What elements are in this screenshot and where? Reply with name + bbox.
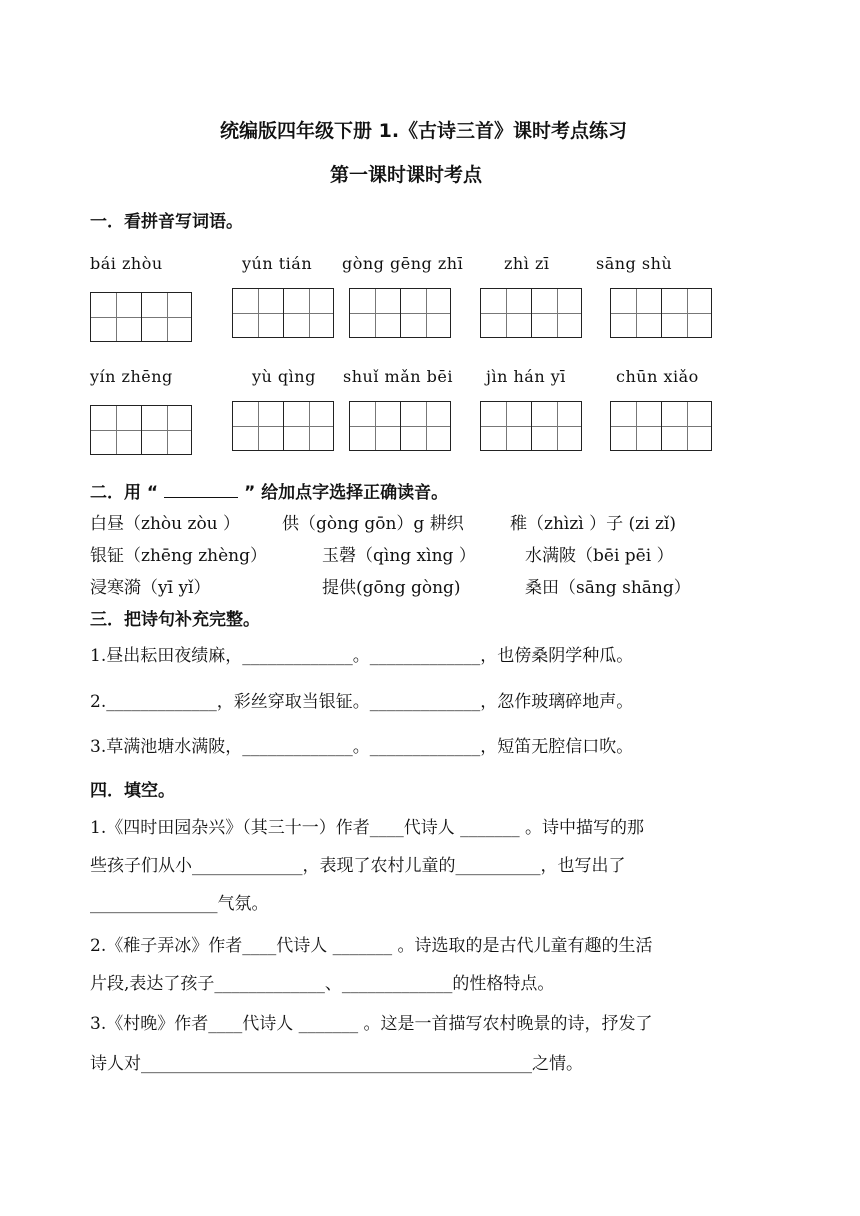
reading-item: 水满陂（bēi pēi ） — [525, 546, 674, 566]
section2-heading-post: ” 给加点字选择正确读音。 — [244, 483, 449, 503]
page-subtitle: 第一课时课时考点 — [330, 164, 483, 186]
writing-grid[interactable] — [90, 405, 192, 455]
reading-item: 提供(gōng gòng) — [322, 578, 461, 598]
page-title: 统编版四年级下册 1.《古诗三首》课时考点练习 — [220, 120, 628, 142]
fill-line[interactable]: 1.《四时田园杂兴》（其三十一）作者____代诗人 _______ 。诗中描写的那 — [90, 818, 645, 838]
fill-line[interactable]: 诗人对______________________________________________之情。 — [90, 1054, 583, 1074]
fill-line[interactable]: _______________气氛。 — [90, 894, 269, 914]
section1-heading: 一．看拼音写词语。 — [90, 212, 243, 232]
pinyin-label: yín zhēng — [90, 367, 173, 386]
writing-grid[interactable] — [232, 401, 334, 451]
pinyin-label: bái zhòu — [90, 254, 163, 273]
reading-item: 银钲（zhēng zhèng） — [90, 546, 267, 566]
pinyin-label: zhì zī — [504, 254, 550, 273]
section4-heading: 四．填空。 — [90, 781, 175, 801]
poem-fill-line[interactable]: 3.草满池塘水满陂，_____________。_____________，短笛无腔信口吹。 — [90, 737, 634, 757]
reading-item: 玉磬（qìng xìng ） — [322, 546, 476, 566]
reading-item: 浸寒漪（yī yǐ） — [90, 578, 211, 598]
reading-item: 桑田（sāng shāng） — [525, 578, 691, 598]
reading-item: 稚（zhìzì ）子 (zi zǐ) — [510, 514, 676, 534]
fill-line[interactable]: 些孩子们从小_____________，表现了农村儿童的__________，也写出了 — [90, 856, 626, 876]
writing-grid[interactable] — [610, 288, 712, 338]
pinyin-label: jìn hán yī — [486, 367, 566, 386]
pinyin-label: yún tián — [242, 254, 313, 273]
writing-grid[interactable] — [232, 288, 334, 338]
section2-heading-pre: 二．用 “ — [90, 483, 159, 503]
fill-line[interactable]: 2.《稚子弄冰》作者____代诗人 _______ 。诗选取的是古代儿童有趣的生活 — [90, 936, 653, 956]
answer-blank — [164, 483, 238, 498]
pinyin-label: chūn xiǎo — [616, 367, 699, 386]
poem-fill-line[interactable]: 1.昼出耘田夜绩麻，_____________。_____________，也傍桑阴学种瓜。 — [90, 646, 634, 666]
pinyin-label: yù qìng — [252, 367, 316, 386]
writing-grid[interactable] — [349, 401, 451, 451]
writing-grid[interactable] — [480, 401, 582, 451]
section2-heading — [90, 478, 448, 503]
pinyin-label: gòng gēng zhī — [342, 254, 464, 273]
poem-fill-line[interactable]: 2._____________，彩丝穿取当银钲。_____________，忽作玻璃碎地声。 — [90, 692, 634, 712]
writing-grid[interactable] — [90, 292, 192, 342]
writing-grid[interactable] — [480, 288, 582, 338]
fill-line[interactable]: 3.《村晚》作者____代诗人 _______ 。这是一首描写农村晚景的诗，抒发了 — [90, 1014, 653, 1034]
reading-item: 白昼（zhòu zòu ） — [90, 514, 241, 534]
reading-item: 供（gòng gōn）g 耕织 — [282, 514, 464, 534]
pinyin-label: sāng shù — [596, 254, 673, 273]
section3-heading: 三．把诗句补充完整。 — [90, 610, 260, 630]
writing-grid[interactable] — [349, 288, 451, 338]
writing-grid[interactable] — [610, 401, 712, 451]
pinyin-label: shuǐ mǎn bēi — [343, 367, 453, 386]
fill-line[interactable]: 片段,表达了孩子_____________、_____________的性格特点。 — [90, 974, 555, 994]
